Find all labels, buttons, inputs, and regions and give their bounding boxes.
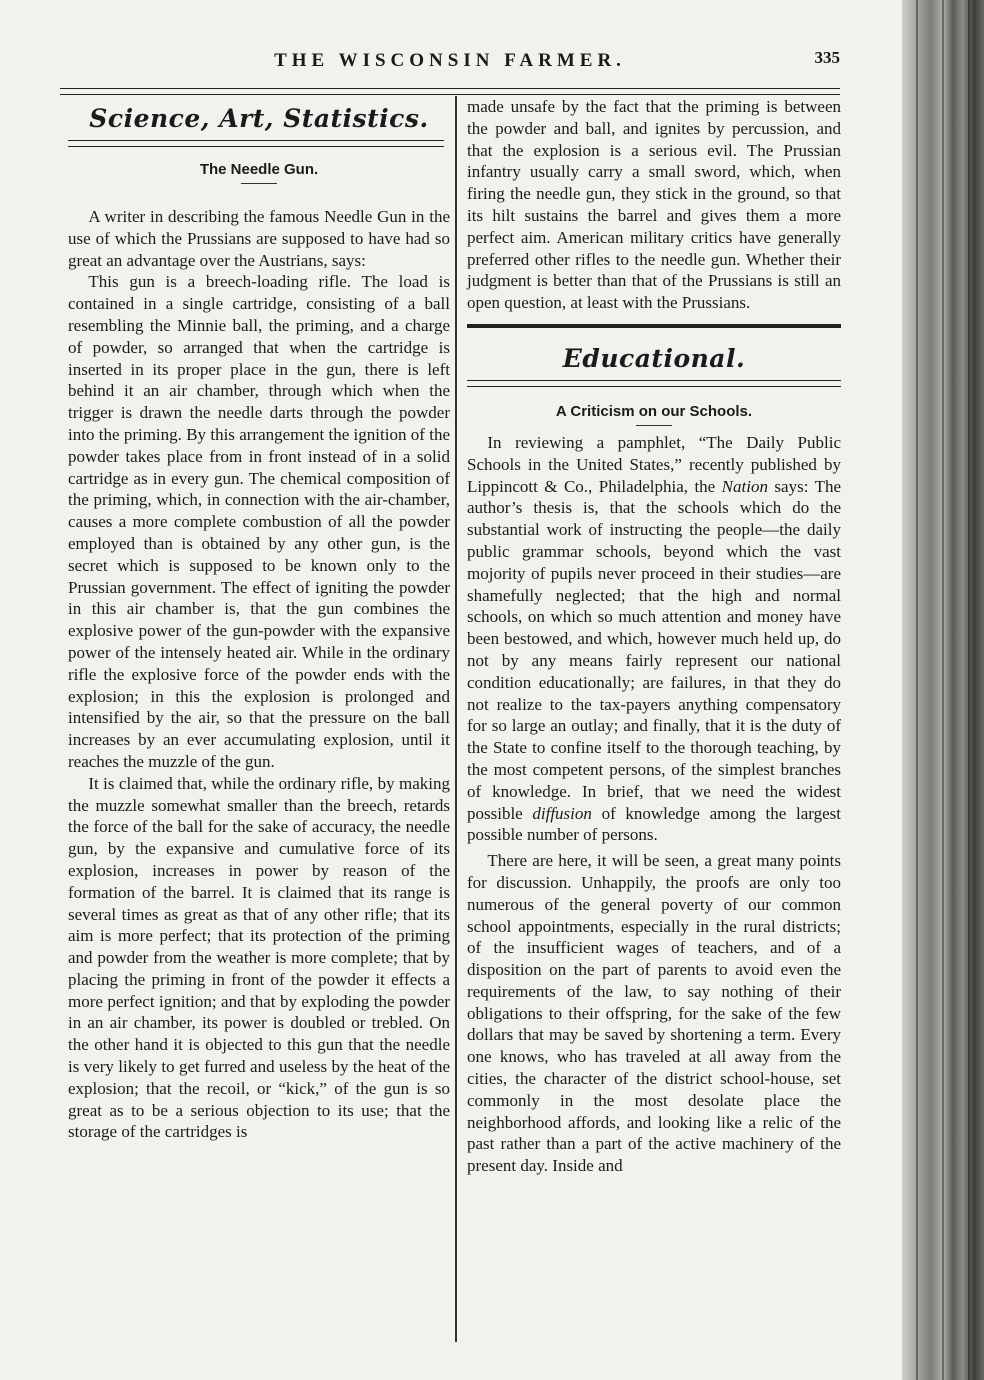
page-number: 335 <box>814 48 840 67</box>
text-run: says: The author’s thesis is, that the schools which do the substantial work of instructing the people—the daily public grammar schools, beyond which the vast mojority of pupils never proceed in their studies—are shamefully neglected; that the high and normal schools, on which so much attention and money have been bestowed, and which, however much held up, do not by any means fairly represent our national condition educationally; are failures, in that they do not realize to the tax-payers anything compensatory for so large an outlay; and finally, that it is the duty of the State to confine itself to the thorough teaching, by the most competent persons, of the simplest branches of knowledge. In brief, that we need the widest possible <box>467 476 842 823</box>
title-rule <box>636 425 672 426</box>
section-rule <box>68 140 444 147</box>
article-title-schools: A Criticism on our Schools. <box>555 402 753 420</box>
article-title-needle-gun: The Needle Gun. <box>199 161 319 178</box>
paragraph: This gun is a breech-loading rifle. The load is contained in a single cartridge, consisting of a ball resembling the Minnie ball, the priming, and a charge of powder, so arranged that when the cartridge is inserted in its proper place in the gun, there is left behind it an air chamber, through which when the trigger is drawn the needle darts through the powder into the priming. By this arrangement the ignition of the powder takes place from in front instead of in a solid cartridge as in every gun. The chemical composition of the priming, which, in connection with the air-chamber, causes a more complete combustion of all the powder employed than is obtained by any other gun, is the secret which is supposed to be known only to the Prussian government. The effect of igniting the powder in this air chamber is, that the gun combines the explosive power of the gun-powder with the expansive power of the intensely heated air. While in the ordinary rifle the explosive force of the powder ends with the explosion; in this the explosion is prolonged and intensified by the air, so that the pressure on the ball increases by an ever accumulating explosion, until it reaches the muzzle of the gun. <box>68 272 450 771</box>
running-head: THE WISCONSIN FARMER. <box>274 50 626 71</box>
text-run: of knowledge among the largest possible number of persons. <box>467 803 841 845</box>
section-title-educational: Educational. <box>562 343 746 373</box>
paragraph: It is claimed that, while the ordinary rifle, by making the muzzle somewhat smaller than the breech, retards the force of the ball for the sake of accuracy, the needle gun, by the expansive and cumulative force of its explosion, increases in power by reason of the formation of the barrel. It is claimed that its range is several times as great as that of any other rifle; that its aim is more perfect; that its protection of the priming and powder from the weather is more complete; that by placing the priming in front of the powder it effects a more perfect ignition; and that by exploding the powder in an air chamber, its power is doubled or trebled. On the other hand it is objected to this gun that the needle is very likely to get furred and useless by the heat of the explosion; that the recoil, or “kick,” of the gun is so great as to be a serious objection to its use; that the storage of the cartridges is <box>68 773 450 1142</box>
paragraph: A writer in describing the famous Needle Gun in the use of which the Prussians are supposed to have had so great an advantage over the Austrians, says: <box>68 207 450 270</box>
header-rule <box>60 88 840 95</box>
title-rule <box>241 183 277 184</box>
left-column <box>68 102 450 1143</box>
paragraph: There are here, it will be seen, a great many points for discussion. Unhappily, the proofs are only too numerous of the general poverty of our common school appointments, especially in the rural districts; of the insufficient wages of teachers, and of a disposition on the part of parents to avoid even the requirements of the law, to say nothing of their obligations to their offspring, for the sake of the few dollars that may be saved by shortening a term. Every one knows, who has traveled at all away from the cities, the character of the district school-house, set commonly in the most desolate place the neighborhood affords, and looking like a relic of the past rather than a part of the active machinery of the present day. Inside and <box>467 851 841 1176</box>
text-run: In reviewing a pamphlet, “The Daily Public Schools in the United States,” recently published by Lippincott & Co., Philadelphia, the <box>467 432 841 496</box>
section-title-science: Science, Art, Statistics. <box>89 104 429 133</box>
italic-text: Nation <box>721 476 768 496</box>
section-break-rule <box>467 324 841 328</box>
section-rule <box>467 380 841 387</box>
paragraph-continued: made unsafe by the fact that the priming is between the powder and ball, and ignites by percussion, and that the explosion is a serious evil. The Prussian infantry usually carry a small sword, which, when firing the needle gun, they stick in the ground, so that its hilt sustains the barrel and gives them a more perfect aim. American military critics have generally preferred other rifles to the needle gun. Whether their judgment is better than that of the Prussians is still an open question, at least with the Prussians. <box>467 97 841 313</box>
right-column <box>467 96 841 1177</box>
book-spine <box>902 0 984 1380</box>
paragraph <box>467 432 841 846</box>
italic-text: diffusion <box>532 803 592 823</box>
column-divider <box>455 96 457 1342</box>
page-header <box>60 48 840 78</box>
